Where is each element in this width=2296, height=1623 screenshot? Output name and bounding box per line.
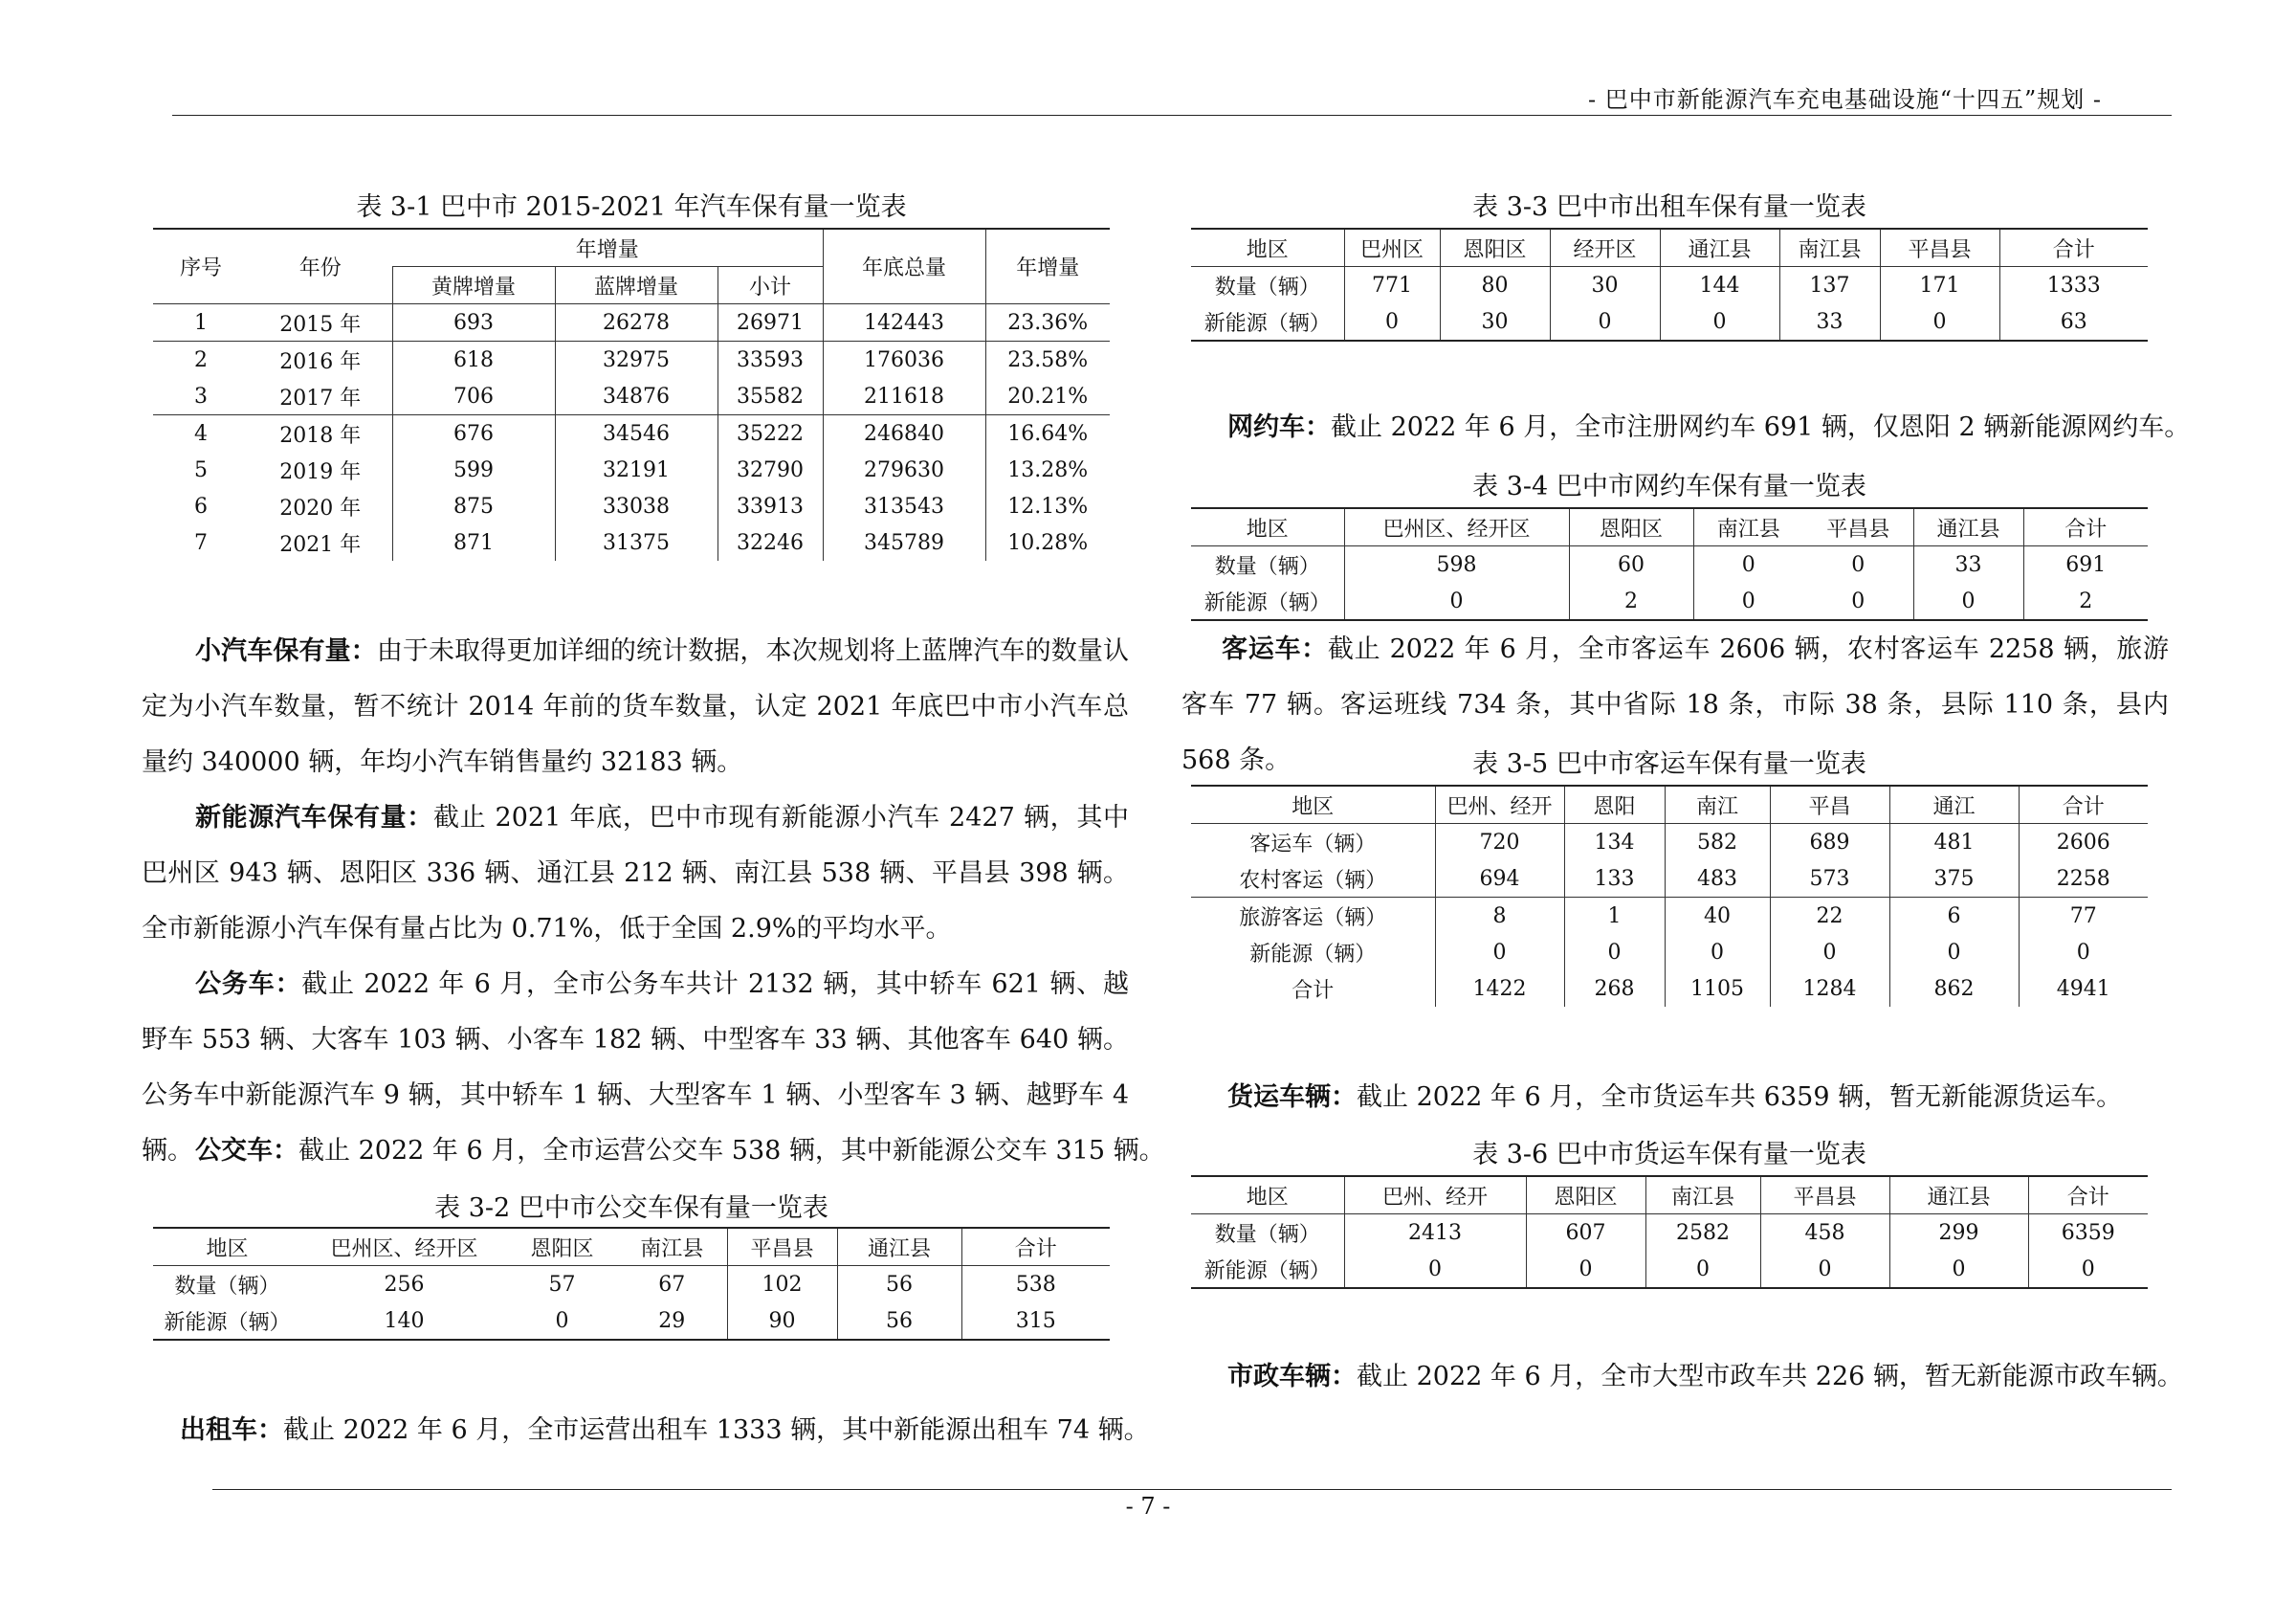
cell: 2 xyxy=(1569,583,1693,620)
page-header-title: - 巴中市新能源汽车充电基础设施“十四五”规划 - xyxy=(1588,86,2103,113)
cell: 16.64% xyxy=(985,415,1110,453)
cell: 0 xyxy=(555,1308,569,1333)
cell: 32191 xyxy=(555,452,718,488)
header-seq: 序号 xyxy=(179,256,222,280)
header-cell: 巴州、经开 xyxy=(1435,786,1564,824)
table-header-row xyxy=(1191,1176,2148,1214)
cell: 618 xyxy=(392,342,555,379)
table-header-row xyxy=(153,1228,1110,1266)
cell: 0 xyxy=(2028,1251,2148,1288)
cell: 256 xyxy=(384,1272,425,1297)
cell: 26971 xyxy=(718,304,823,342)
header-yellow: 黄牌增量 xyxy=(392,267,555,304)
cell: 0 xyxy=(1770,934,1889,970)
cell: 63 xyxy=(1999,303,2148,341)
paragraph-label: 市政车辆： xyxy=(1227,1362,1357,1391)
header-cell: 恩阳 xyxy=(1564,786,1665,824)
table-row xyxy=(1191,583,2148,620)
header-cell: 平昌县 xyxy=(1760,1176,1889,1214)
cell: 693 xyxy=(392,304,555,342)
cell: 538 xyxy=(961,1266,1110,1303)
cell: 80 xyxy=(1440,267,1550,304)
paragraph-label: 公务车： xyxy=(195,969,302,999)
cell: 1284 xyxy=(1770,970,1889,1007)
cell: 0 xyxy=(1526,1251,1645,1288)
cell: 3 xyxy=(194,384,208,409)
cell: 数量（辆） xyxy=(1214,275,1320,300)
paragraph-ride-hailing xyxy=(1227,400,2190,456)
header-cell: 合计 xyxy=(961,1228,1110,1266)
cell: 8 xyxy=(1435,898,1564,935)
table-row xyxy=(1191,267,2148,304)
paragraph-text: 截止 2022 年 6 月，全市货运车共 6359 辆，暂无新能源货运车。 xyxy=(1357,1082,2123,1112)
cell: 合计 xyxy=(1292,978,1335,1003)
header-cell: 巴州区、经开区 xyxy=(1344,508,1569,546)
cell: 607 xyxy=(1526,1214,1645,1252)
table-row xyxy=(153,524,1110,561)
cell: 706 xyxy=(392,378,555,415)
cell: 90 xyxy=(727,1302,837,1340)
header-subtotal: 小计 xyxy=(718,267,823,304)
table-3-4 xyxy=(1191,507,2148,621)
cell: 689 xyxy=(1770,824,1889,861)
cell: 1 xyxy=(1564,898,1665,935)
cell: 458 xyxy=(1760,1214,1889,1252)
table-row xyxy=(1191,1214,2148,1252)
header-cell: 通江县 xyxy=(1889,1176,2028,1214)
cell: 694 xyxy=(1435,860,1564,898)
cell: 582 xyxy=(1665,824,1770,861)
cell: 7 xyxy=(194,530,208,555)
table-header-row xyxy=(1191,786,2148,824)
header-blue: 蓝牌增量 xyxy=(555,267,718,304)
cell: 313543 xyxy=(823,488,985,524)
paragraph-text: 截止 2021 年底，巴中市现有新能源小汽车 2427 辆，其中巴州区 943 辆、恩阳区 336 辆、通江县 212 辆、南江县 538 辆、平昌县 398 辆。全市新能源小汽车保有量占比为 0.71%，低于全国 2.9%的平均水平。 xyxy=(142,803,1130,944)
cell: 57 xyxy=(548,1272,576,1297)
cell: 0 xyxy=(1665,934,1770,970)
cell: 2258 xyxy=(2019,860,2148,898)
cell: 2021 年 xyxy=(279,532,362,557)
cell: 0 xyxy=(1851,589,1866,613)
paragraph-text: 截止 2022 年 6 月，全市运营公交车 538 辆，其中新能源公交车 315 辆。 xyxy=(298,1136,1165,1166)
cell: 30 xyxy=(1440,303,1550,341)
table-row xyxy=(153,488,1110,524)
cell: 144 xyxy=(1660,267,1779,304)
cell: 0 xyxy=(1693,546,1803,584)
cell: 573 xyxy=(1770,860,1889,898)
cell: 2019 年 xyxy=(279,459,362,484)
cell: 0 xyxy=(1889,1251,2028,1288)
header-cell: 南江县 xyxy=(640,1236,704,1261)
table-row xyxy=(153,452,1110,488)
paragraph-municipal xyxy=(1227,1349,2183,1405)
cell: 140 xyxy=(384,1308,425,1333)
paragraph-text: 截止 2022 年 6 月，全市运营出租车 1333 辆，其中新能源出租车 74 辆。 xyxy=(283,1415,1150,1445)
paragraph-text: 截止 2022 年 6 月，全市大型市政车共 226 辆，暂无新能源市政车辆。 xyxy=(1357,1362,2183,1391)
header-cell: 恩阳区 xyxy=(1526,1176,1645,1214)
header-cell: 地区 xyxy=(1246,1185,1289,1210)
cell: 0 xyxy=(1693,583,1803,620)
cell: 13.28% xyxy=(985,452,1110,488)
header-cell: 南江县 xyxy=(1693,508,1803,546)
table-row xyxy=(153,378,1110,415)
table-row xyxy=(1191,1251,2148,1288)
cell: 33593 xyxy=(718,342,823,379)
cell: 6359 xyxy=(2028,1214,2148,1252)
cell: 2017 年 xyxy=(279,386,362,411)
table-3-1 xyxy=(153,228,1110,561)
cell: 31375 xyxy=(555,524,718,561)
cell: 137 xyxy=(1779,267,1880,304)
cell: 2020 年 xyxy=(279,496,362,521)
table-row xyxy=(1191,824,2148,861)
cell: 数量（辆） xyxy=(174,1274,280,1299)
cell: 315 xyxy=(961,1302,1110,1340)
cell: 33913 xyxy=(718,488,823,524)
table-3-1-caption: 表 3-1 巴中市 2015-2021 年汽车保有量一览表 xyxy=(356,192,907,222)
table-3-2-caption: 表 3-2 巴中市公交车保有量一览表 xyxy=(434,1193,828,1223)
cell: 新能源（辆） xyxy=(1203,1258,1331,1283)
table-row xyxy=(1191,898,2148,935)
cell: 33 xyxy=(1913,546,2023,584)
cell: 375 xyxy=(1889,860,2019,898)
cell: 4941 xyxy=(2019,970,2148,1007)
table-row xyxy=(1191,970,2148,1007)
cell: 0 xyxy=(2019,934,2148,970)
cell: 0 xyxy=(1344,583,1569,620)
header-annual: 年增量 xyxy=(985,229,1110,304)
cell: 246840 xyxy=(823,415,985,453)
paragraph-text: 截止 2022 年 6 月，全市客运车 2606 辆，农村客运车 2258 辆，旅游客车 77 辆。客运班线 734 条，其中省际 18 条，市际 38 条，县际 110 条，县内 568 条。 xyxy=(1181,634,2170,775)
header-cell: 平昌 xyxy=(1770,786,1889,824)
cell: 1422 xyxy=(1435,970,1564,1007)
cell: 农村客运（辆） xyxy=(1239,868,1387,893)
cell: 268 xyxy=(1564,970,1665,1007)
paragraph-label: 客运车： xyxy=(1222,634,1328,664)
header-cell: 恩阳区 xyxy=(530,1236,594,1261)
header-total: 年底总量 xyxy=(823,229,985,304)
table-3-2 xyxy=(153,1227,1110,1341)
cell: 2015 年 xyxy=(279,312,362,337)
header-cell: 南江县 xyxy=(1779,229,1880,267)
cell: 34876 xyxy=(555,378,718,415)
table-3-5 xyxy=(1191,785,2148,1007)
cell: 6 xyxy=(1889,898,2019,935)
table-row xyxy=(1191,546,2148,584)
cell: 875 xyxy=(392,488,555,524)
cell: 29 xyxy=(658,1308,686,1333)
cell: 56 xyxy=(837,1302,961,1340)
cell: 23.58% xyxy=(985,342,1110,379)
table-row xyxy=(1191,860,2148,898)
cell: 0 xyxy=(1660,303,1779,341)
cell: 720 xyxy=(1435,824,1564,861)
header-year: 年份 xyxy=(298,256,342,280)
header-cell: 巴州、经开 xyxy=(1344,1176,1526,1214)
cell: 0 xyxy=(1344,303,1440,341)
cell: 1105 xyxy=(1665,970,1770,1007)
table-header-row xyxy=(1191,508,2148,546)
cell: 33038 xyxy=(555,488,718,524)
cell: 32975 xyxy=(555,342,718,379)
paragraph-label: 货运车辆： xyxy=(1227,1082,1357,1112)
header-cell: 地区 xyxy=(1246,237,1289,262)
cell: 32246 xyxy=(718,524,823,561)
cell: 345789 xyxy=(823,524,985,561)
header-cell: 南江 xyxy=(1665,786,1770,824)
cell: 新能源（辆） xyxy=(164,1310,291,1335)
table-row xyxy=(153,304,1110,342)
table-3-6-caption: 表 3-6 巴中市货运车保有量一览表 xyxy=(1472,1140,1866,1169)
cell: 279630 xyxy=(823,452,985,488)
table-3-6 xyxy=(1191,1175,2148,1289)
cell: 60 xyxy=(1569,546,1693,584)
cell: 34546 xyxy=(555,415,718,453)
cell: 数量（辆） xyxy=(1214,1222,1320,1247)
cell: 1333 xyxy=(1999,267,2148,304)
paragraph-label: 小汽车保有量： xyxy=(195,636,377,666)
cell: 56 xyxy=(837,1266,961,1303)
cell: 599 xyxy=(392,452,555,488)
cell: 0 xyxy=(1851,552,1866,577)
table-row xyxy=(153,342,1110,379)
cell: 客运车（辆） xyxy=(1249,832,1377,856)
header-cell: 通江县 xyxy=(1660,229,1779,267)
header-growth: 年增量 xyxy=(392,229,823,267)
table-3-5-caption: 表 3-5 巴中市客运车保有量一览表 xyxy=(1472,749,1866,779)
header-cell: 恩阳区 xyxy=(1569,508,1693,546)
table-3-3 xyxy=(1191,228,2148,342)
cell: 771 xyxy=(1344,267,1440,304)
cell: 12.13% xyxy=(985,488,1110,524)
header-rule xyxy=(172,115,2172,116)
cell: 676 xyxy=(392,415,555,453)
cell: 0 xyxy=(1344,1251,1526,1288)
cell: 483 xyxy=(1665,860,1770,898)
cell: 35222 xyxy=(718,415,823,453)
header-cell: 合计 xyxy=(2023,508,2148,546)
cell: 299 xyxy=(1889,1214,2028,1252)
cell: 2016 年 xyxy=(279,349,362,374)
cell: 171 xyxy=(1880,267,1999,304)
cell: 33 xyxy=(1779,303,1880,341)
header-cell: 地区 xyxy=(1292,794,1335,819)
table-header-row xyxy=(153,229,1110,267)
cell: 新能源（辆） xyxy=(1249,942,1377,967)
cell: 2413 xyxy=(1344,1214,1526,1252)
cell: 0 xyxy=(1913,583,2023,620)
cell: 77 xyxy=(2019,898,2148,935)
paragraph-label: 公交车： xyxy=(195,1136,298,1166)
cell: 871 xyxy=(392,524,555,561)
header-cell: 巴州区、经开区 xyxy=(330,1236,478,1261)
paragraph-freight xyxy=(1227,1070,2122,1125)
footer-rule xyxy=(212,1489,2172,1490)
paragraph-label: 出租车： xyxy=(180,1415,283,1445)
header-cell: 巴州区 xyxy=(1344,229,1440,267)
cell: 2 xyxy=(2023,583,2148,620)
cell: 598 xyxy=(1344,546,1569,584)
cell: 40 xyxy=(1665,898,1770,935)
cell: 0 xyxy=(1889,934,2019,970)
page-number: - 7 - xyxy=(1125,1493,1171,1520)
cell: 102 xyxy=(727,1266,837,1303)
cell: 67 xyxy=(658,1272,686,1297)
cell: 4 xyxy=(194,421,208,446)
table-row xyxy=(153,1266,1110,1303)
table-row xyxy=(1191,303,2148,341)
paragraph-taxi xyxy=(180,1403,1150,1458)
header-cell: 合计 xyxy=(2019,786,2148,824)
cell: 0 xyxy=(1760,1251,1889,1288)
table-3-3-caption: 表 3-3 巴中市出租车保有量一览表 xyxy=(1472,192,1866,222)
cell: 142443 xyxy=(823,304,985,342)
cell: 0 xyxy=(1550,303,1660,341)
header-cell: 平昌县 xyxy=(727,1228,837,1266)
cell: 691 xyxy=(2023,546,2148,584)
cell: 2018 年 xyxy=(279,423,362,448)
header-cell: 南江县 xyxy=(1645,1176,1760,1214)
cell: 0 xyxy=(1564,934,1665,970)
header-cell: 恩阳区 xyxy=(1440,229,1550,267)
header-cell: 通江县 xyxy=(1913,508,2023,546)
header-cell: 地区 xyxy=(1246,517,1289,542)
cell: 23.36% xyxy=(985,304,1110,342)
cell: 旅游客运（辆） xyxy=(1239,905,1387,930)
cell: 0 xyxy=(1435,934,1564,970)
paragraph-text: 由于未取得更加详细的统计数据，本次规划将上蓝牌汽车的数量认定为小汽车数量，暂不统计 2014 年前的货车数量，认定 2021 年底巴中市小汽车总量约 340000 辆，年均小汽车销售量约 32183 辆。 xyxy=(142,636,1130,777)
header-cell: 通江县 xyxy=(837,1228,961,1266)
paragraph-small-car xyxy=(142,624,1129,790)
table-row xyxy=(153,1302,1110,1340)
paragraph-nev xyxy=(142,790,1129,957)
cell: 1 xyxy=(194,310,208,335)
cell: 新能源（辆） xyxy=(1203,590,1331,615)
cell: 5 xyxy=(194,457,208,482)
table-row xyxy=(1191,934,2148,970)
header-cell: 合计 xyxy=(2028,1176,2148,1214)
cell: 新能源（辆） xyxy=(1203,311,1331,336)
cell: 481 xyxy=(1889,824,2019,861)
header-cell: 合计 xyxy=(1999,229,2148,267)
paragraph-label: 网约车： xyxy=(1227,412,1331,442)
cell: 2606 xyxy=(2019,824,2148,861)
paragraph-label: 新能源汽车保有量： xyxy=(195,803,433,833)
cell: 133 xyxy=(1564,860,1665,898)
cell: 32790 xyxy=(718,452,823,488)
table-3-4-caption: 表 3-4 巴中市网约车保有量一览表 xyxy=(1472,472,1866,501)
paragraph-text: 截止 2022 年 6 月，全市公务车共计 2132 辆，其中轿车 621 辆、越野车 553 辆、大客车 103 辆、小客车 182 辆、中型客车 33 辆、其他客车 640 辆。公务车中新能源汽车 9 辆，其中轿车 1 辆、大型客车 1 辆、小型客车 3 辆、越野车 4 辆。 xyxy=(142,969,1129,1166)
header-cell: 平昌县 xyxy=(1880,229,1999,267)
cell: 26278 xyxy=(555,304,718,342)
cell: 6 xyxy=(194,494,208,519)
cell: 2 xyxy=(194,347,208,372)
cell: 134 xyxy=(1564,824,1665,861)
cell: 2582 xyxy=(1645,1214,1760,1252)
cell: 0 xyxy=(1880,303,1999,341)
cell: 22 xyxy=(1770,898,1889,935)
cell: 数量（辆） xyxy=(1214,554,1320,579)
cell: 211618 xyxy=(823,378,985,415)
cell: 176036 xyxy=(823,342,985,379)
paragraph-bus xyxy=(195,1123,1165,1179)
cell: 10.28% xyxy=(985,524,1110,561)
header-cell: 地区 xyxy=(206,1236,249,1261)
cell: 862 xyxy=(1889,970,2019,1007)
cell: 30 xyxy=(1550,267,1660,304)
cell: 35582 xyxy=(718,378,823,415)
paragraph-text: 截止 2022 年 6 月，全市注册网约车 691 辆，仅恩阳 2 辆新能源网约车。 xyxy=(1331,412,2191,442)
cell: 20.21% xyxy=(985,378,1110,415)
table-row xyxy=(153,415,1110,453)
cell: 0 xyxy=(1645,1251,1760,1288)
header-cell: 平昌县 xyxy=(1826,517,1890,542)
header-cell: 经开区 xyxy=(1550,229,1660,267)
header-cell: 通江 xyxy=(1889,786,2019,824)
table-header-row xyxy=(1191,229,2148,267)
